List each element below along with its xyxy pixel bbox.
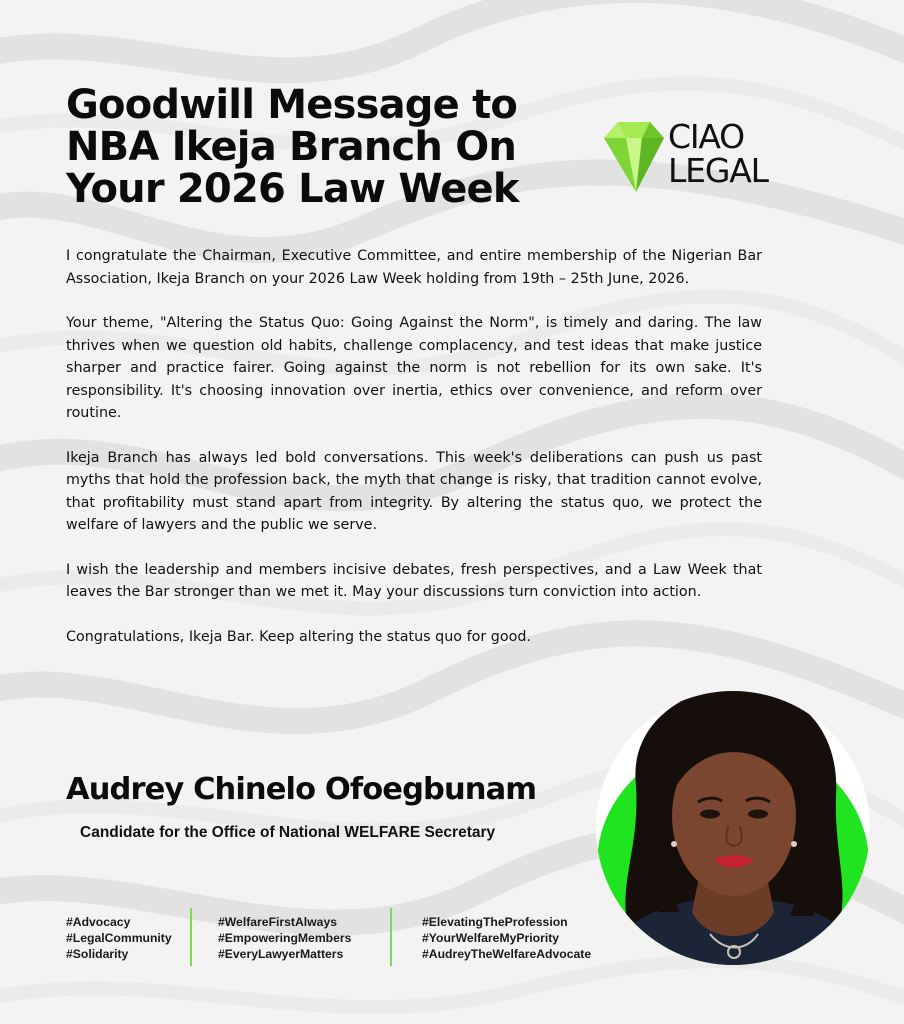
hashtag-group: [422, 914, 591, 962]
paragraph: Your theme, "Altering the Status Quo: Going Against the Norm", is timely and daring. The law thrives when we question old habits, challenge complacency, and test ideas that make justice sharper and practice fairer. Going against the norm is not rebellion for its own sake. It's responsibility. It's choosing innovation over inertia, ethics over convenience, and reform over routine.: [66, 315, 762, 421]
logo-line: CIAO: [668, 117, 744, 156]
hashtag: #EmpoweringMembers: [218, 931, 352, 945]
hashtag: #LegalCommunity: [66, 931, 172, 945]
logo-line: LEGAL: [668, 151, 768, 190]
ciao-legal-logo: [602, 118, 802, 196]
headline-line: Goodwill Message to: [66, 82, 518, 128]
headline: [66, 84, 586, 210]
hashtag: #Advocacy: [66, 915, 131, 929]
hashtag: #AudreyTheWelfareAdvocate: [422, 947, 592, 961]
hashtag-group: [218, 914, 351, 962]
paragraph: Ikeja Branch has always led bold conversations. This week's deliberations can push us past myths that hold the profession back, the myth that change is risky, that tradition cannot evolve, that profitability must stand apart from integrity. By altering the status quo, we protect the welfare of lawyers and the public we serve.: [66, 449, 762, 533]
message-body: [66, 245, 762, 670]
paragraph: I congratulate the Chairman, Executive Committee, and entire membership of the Nigerian Bar Association, Ikeja Branch on your 2026 Law Week holding from 19th – 25th June, 2026.: [66, 248, 762, 287]
gem-icon: [602, 118, 666, 196]
hashtag: #EveryLawyerMatters: [218, 947, 344, 961]
headline-line: Your 2026 Law Week: [66, 166, 519, 212]
paragraph: I wish the leadership and members incisive debates, fresh perspectives, and a Law Week that leaves the Bar stronger than we met it. May your discussions turn conviction into action.: [66, 561, 762, 600]
hashtag: #ElevatingTheProfession: [422, 915, 568, 929]
hashtag-divider: [390, 908, 392, 966]
logo-wordmark: [668, 117, 768, 190]
hashtag: #Solidarity: [66, 947, 129, 961]
signatory-role: Candidate for the Office of National WELFARE Secretary: [80, 824, 496, 841]
hashtag-group: [66, 914, 172, 962]
portrait-photo: [588, 676, 878, 976]
signatory-name: Audrey Chinelo Ofoegbunam: [66, 772, 537, 807]
hashtag: #WelfareFirstAlways: [218, 915, 337, 929]
paragraph: Congratulations, Ikeja Bar. Keep altering the status quo for good.: [66, 628, 531, 645]
hashtag: #YourWelfareMyPriority: [422, 931, 560, 945]
headline-line: NBA Ikeja Branch On: [66, 124, 517, 170]
hashtag-divider: [190, 908, 192, 966]
